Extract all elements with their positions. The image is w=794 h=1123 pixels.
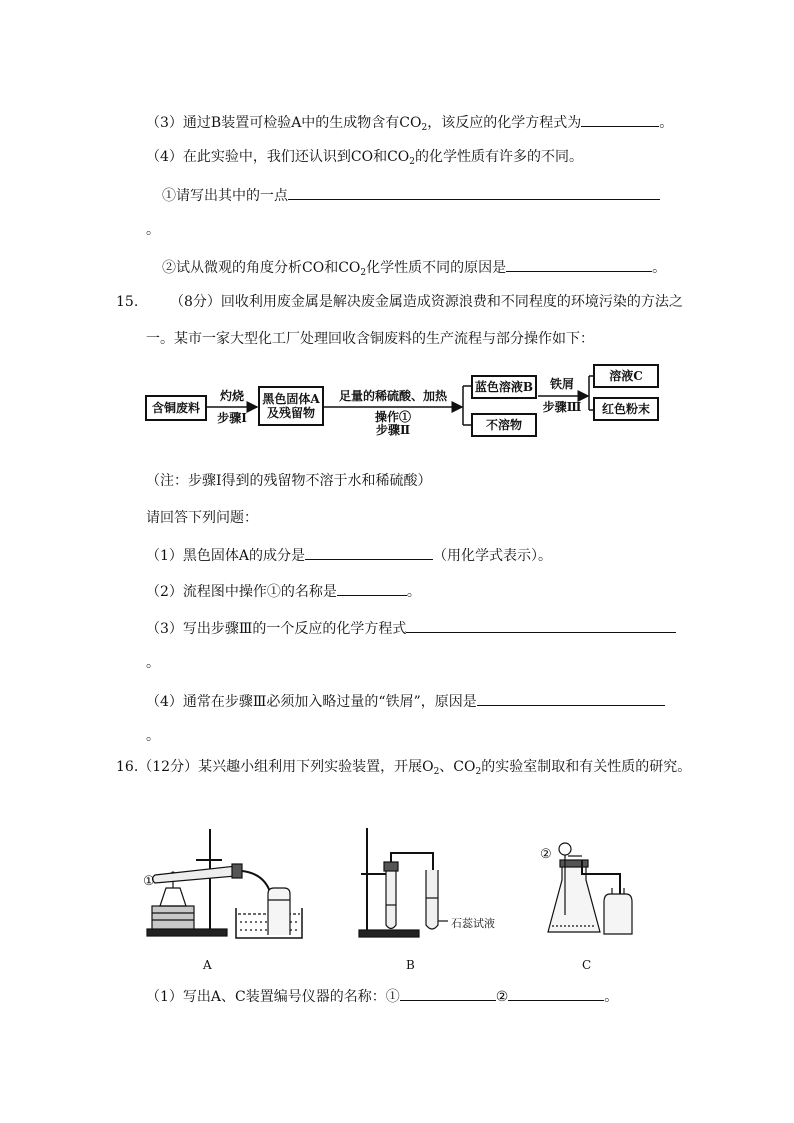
answer-blank[interactable] bbox=[400, 985, 496, 1001]
q14-part4-2: ②试从微观的角度分析CO和$CO_2$化学性质不同的原因是 。 bbox=[162, 256, 666, 278]
box-insoluble: 不溶物 bbox=[471, 413, 537, 437]
step3-bottom-label: 步骤Ⅲ bbox=[542, 400, 582, 414]
q14-part4: （4）在此实验中，我们还认识到CO和$CO_2$的化学性质有许多的不同。 bbox=[146, 149, 584, 167]
q15-head: （8分）回收利用废金属是解决废金属造成资源浪费和不同程度的环境污染的方法之 bbox=[170, 294, 683, 310]
stand-base bbox=[359, 930, 419, 937]
step3-top-label: 铁屑 bbox=[549, 377, 574, 391]
q15-question-2: （2）流程图中操作①的名称是 。 bbox=[146, 580, 421, 602]
caption-a: A bbox=[203, 958, 212, 972]
test-tube bbox=[386, 870, 396, 929]
alcohol-lamp bbox=[160, 888, 186, 906]
q15-period: 。 bbox=[146, 728, 160, 744]
q14-period: 。 bbox=[146, 222, 160, 238]
collecting-bottle bbox=[604, 894, 632, 934]
test-tube bbox=[153, 866, 237, 883]
q15-period: 。 bbox=[146, 655, 160, 671]
step1-top-label: 灼烧 bbox=[219, 389, 244, 403]
q15-ask: 请回答下列问题： bbox=[146, 510, 258, 526]
q16-head: 16.（12分）某兴趣小组利用下列实验装置，开展$O_2$、$CO_2$的实验室制取和有关性质的研究。 bbox=[116, 759, 692, 777]
box-solution-c: 溶液C bbox=[593, 364, 659, 388]
q15-number: 15. bbox=[116, 294, 139, 310]
label-instrument-2: ② bbox=[540, 847, 552, 862]
caption-b: B bbox=[406, 958, 415, 972]
q15-question-1: （1）黑色固体A的成分是 （用化学式表示）。 bbox=[146, 544, 552, 566]
conical-flask bbox=[548, 866, 600, 932]
litmus-test-tube bbox=[426, 870, 438, 929]
step2-operation-label: 操作① bbox=[374, 410, 411, 424]
stopper bbox=[232, 864, 242, 878]
q15-question-4: （4）通常在步骤Ⅲ必须加入略过量的“铁屑”，原因是 bbox=[146, 690, 665, 712]
step1-bottom-label: 步骤Ⅰ bbox=[217, 411, 247, 425]
q14-part3: （3）通过B装置可检验A中的生成物含有$CO_2$，该反应的化学方程式为 。 bbox=[146, 111, 673, 133]
q16-question-1: （1）写出A、C装置编号仪器的名称：① ② 。 bbox=[146, 985, 618, 1007]
q15-head-continued: 一。某市一家大型化工厂处理回收含铜废料的生产流程与部分操作如下： bbox=[146, 331, 594, 347]
wooden-block bbox=[152, 906, 194, 929]
answer-blank[interactable] bbox=[508, 985, 604, 1001]
box-copper-scrap: 含铜废料 bbox=[145, 395, 207, 421]
funnel-bulb bbox=[559, 843, 571, 855]
box-black-solid-a: 黑色固体A 及残留物 bbox=[258, 386, 324, 426]
apparatus-a bbox=[147, 829, 302, 938]
q15-question-3: （3）写出步骤Ⅲ的一个反应的化学方程式 bbox=[146, 617, 676, 639]
step2-top-label: 足量的稀硫酸、加热 bbox=[338, 389, 447, 403]
gas-bottle bbox=[268, 888, 290, 935]
label-litmus: 石蕊试液 bbox=[451, 917, 495, 930]
caption-c: C bbox=[582, 958, 592, 972]
label-instrument-1: ① bbox=[143, 874, 155, 889]
apparatus-b bbox=[359, 828, 448, 937]
apparatus-c bbox=[548, 843, 632, 934]
q15-note: （注：步骤Ⅰ得到的残留物不溶于水和稀硫酸） bbox=[146, 473, 432, 489]
stand-base bbox=[147, 929, 227, 936]
q14-part4-1: ①请写出其中的一点 bbox=[162, 184, 660, 206]
box-blue-solution-b: 蓝色溶液B bbox=[471, 375, 537, 399]
box-red-powder: 红色粉末 bbox=[593, 397, 659, 421]
step2-bottom-label: 步骤Ⅱ bbox=[375, 423, 411, 437]
stopper bbox=[560, 860, 588, 867]
stopper bbox=[384, 862, 398, 871]
